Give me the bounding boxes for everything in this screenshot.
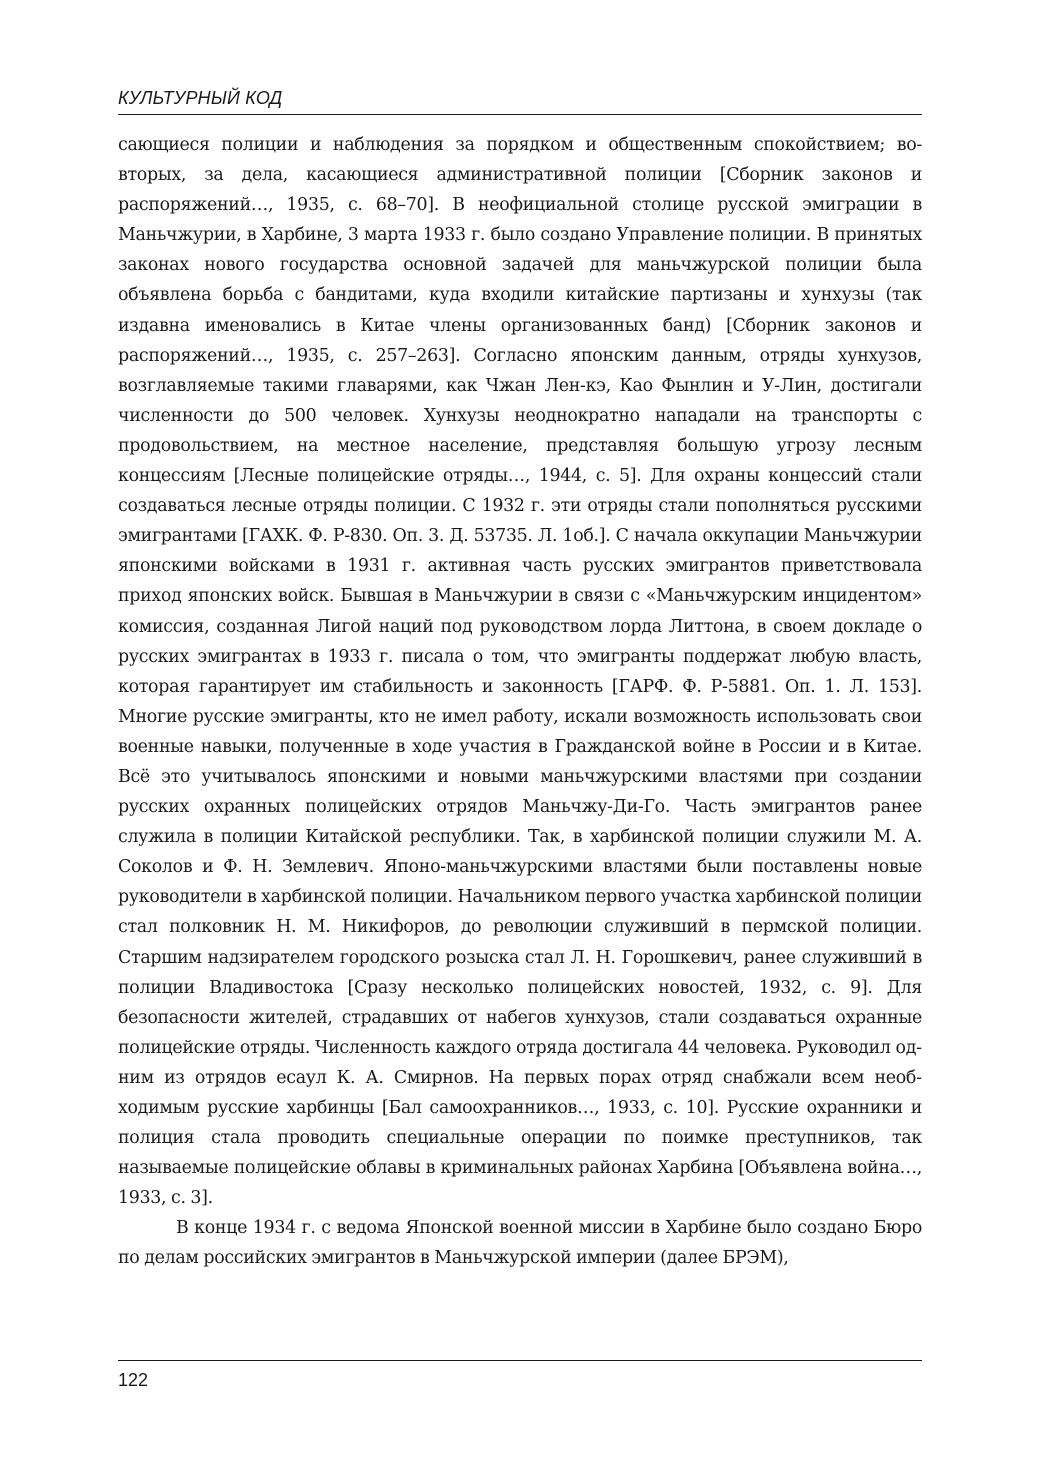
footer-rule	[118, 1360, 922, 1361]
article-body	[118, 130, 922, 1274]
page-number: 122	[118, 1370, 149, 1390]
paragraph-1: сающиеся полиции и наблюдения за порядком и общественным спокойствием; во-вторых, за дела, касающиеся административной полиции [Сборник законов и распоряжений…, 1935, с. 68–70]. В неофициальной столице русской эмиграции в Маньчжурии, в Харбине, 3 марта 1933 г. было создано Управление полиции. В принятых законах нового государства основной задачей для маньчжурской полиции была объявлена борьба с бандитами, куда входили китайские партизаны и хунхузы (так издавна именовались в Китае члены организованных банд) [Сборник законов и распоряжений…, 1935, с. 257–263]. Согласно японским данным, отряды хунхузов, возглавляемые такими главарями, как Чжан Лен-кэ, Као Фынлин и У-Лин, достигали численности до 500 человек. Хунхузы неоднократно нападали на транспорты с продовольствием, на местное население, представляя большую угрозу лесным концессиям [Лесные полицейские отряды…, 1944, с. 5]. Для охраны концессий стали создаваться лесные отряды полиции. С 1932 г. эти отряды стали пополняться русскими эмигрантами [ГАХК. Ф. Р-830. Оп. 3. Д. 53735. Л. 1об.]. С начала оккупации Маньчжурии японскими войсками в 1931 г. активная часть русских эмигрантов приветствовала приход японских войск. Бывшая в Маньчжурии в связи с «Маньчжурским инцидентом» комиссия, созданная Лигой наций под руководством лорда Литтона, в своем докладе о русских эмигрантах в 1933 г. писала о том, что эмигранты поддержат любую власть, которая гарантирует им стабильность и законность [ГАРФ. Ф. Р-5881. Оп. 1. Л. 153]. Многие русские эмигранты, кто не имел работу, искали возможность использовать свои военные навыки, полученные в ходе участия в Гражданской войне в России и в Китае. Всё это учитывалось японскими и новыми маньчжурскими властями при создании русских охранных полицейских отрядов Маньчжу-Ди-Го. Часть эмигрантов ранее служила в полиции Китайской республики. Так, в харбинской полиции служили М. А. Соколов и Ф. Н. Землевич. Японо-маньчжурскими властями были поставлены новые руководители в харбинской полиции. Начальником первого участка харбинской полиции стал полковник Н. М. Никифоров, до революции служивший в пермской полиции. Старшим надзирателем городского розыска стал Л. Н. Горошкевич, ранее служивший в полиции Владивостока [Сразу несколько полицейских новостей, 1932, с. 9]. Для безопасности жителей, страдавших от набегов хунхузов, стали создаваться охранные полицейские отряды. Численность каждого отряда достигала 44 человека. Руководил одним из отрядов есаул К. А. Смирнов. На первых порах отряд снабжали всем необходимым русские харбинцы [Бал самоохранников…, 1933, с. 10]. Русские охранники и полиция стала проводить специальные операции по поимке преступников, так называемые полицейские облавы в криминальных районах Харбина [Объявлена война…, 1933, с. 3].	[118, 135, 922, 1209]
paragraph-2: В конце 1934 г. с ведома Японской военной миссии в Харбине было создано Бюро по делам российских эмигрантов в Маньчжурской империи (далее БРЭМ),	[118, 1218, 922, 1269]
header-rule	[118, 114, 922, 115]
running-title: КУЛЬТУРНЫЙ КОД	[118, 88, 283, 108]
